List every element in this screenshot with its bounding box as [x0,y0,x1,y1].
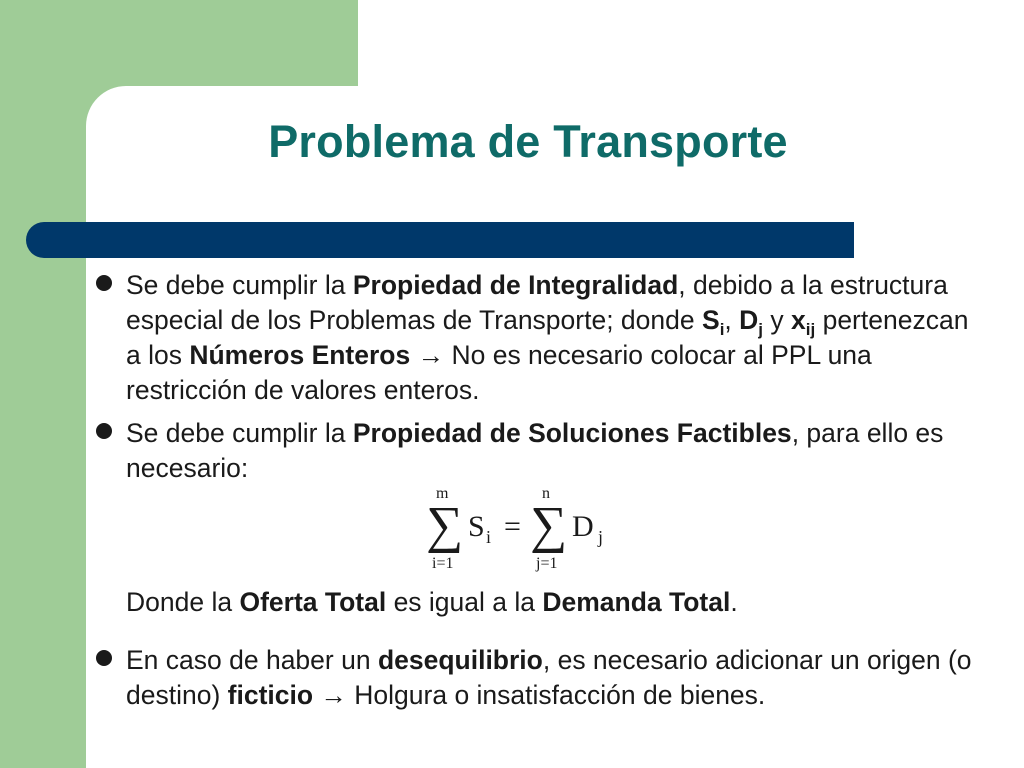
sum-lower-limit-j: j=1 [536,555,558,572]
right-arrow-icon: → [320,680,347,710]
right-arrow-icon: → [417,340,445,370]
supply-subscript: i [486,527,492,547]
sum-upper-limit-n: n [542,485,550,502]
sigma-left-icon: ∑ [426,497,464,554]
slide-body [96,268,986,494]
equals-sign: = [504,510,521,543]
bullet-desequilibrio-wrapper [96,643,986,721]
bullet-dot-icon [96,423,112,439]
bullet-integralidad: Se debe cumplir la Propiedad de Integralidad, debido a la estructura especial de los Problemas de Transporte; donde $S_i$, $D_j$ y $x_{ij}$ pertenezcan a los Números Enteros → No es necesario colocar al PPL una restricción de valores enteros. [96,268,986,408]
sum-lower-limit-i: i=1 [432,555,454,572]
donde-oferta-demanda: Donde la Oferta Total es igual a la Demanda Total. [126,587,738,617]
bullet-soluciones-factibles: Se debe cumplir la Propiedad de Soluciones Factibles, para ello es necesario: [96,416,986,486]
demand-subscript: j [598,527,604,547]
title-underline-bar [26,222,854,258]
slide-title: Problema de Transporte [268,116,788,167]
bullet-desequilibrio: En caso de haber un desequilibrio, es necesario adicionar un origen (o destino) ficticio → Holgura o insatisfacción de bienes. [96,643,986,713]
bullet-dot-icon [96,275,112,291]
sum-upper-limit-m: m [436,485,449,502]
balance-formula [422,482,622,574]
supply-variable: S [468,510,485,543]
sigma-right-icon: ∑ [530,497,568,554]
demand-variable: D [572,510,594,543]
bullet-dot-icon [96,650,112,666]
